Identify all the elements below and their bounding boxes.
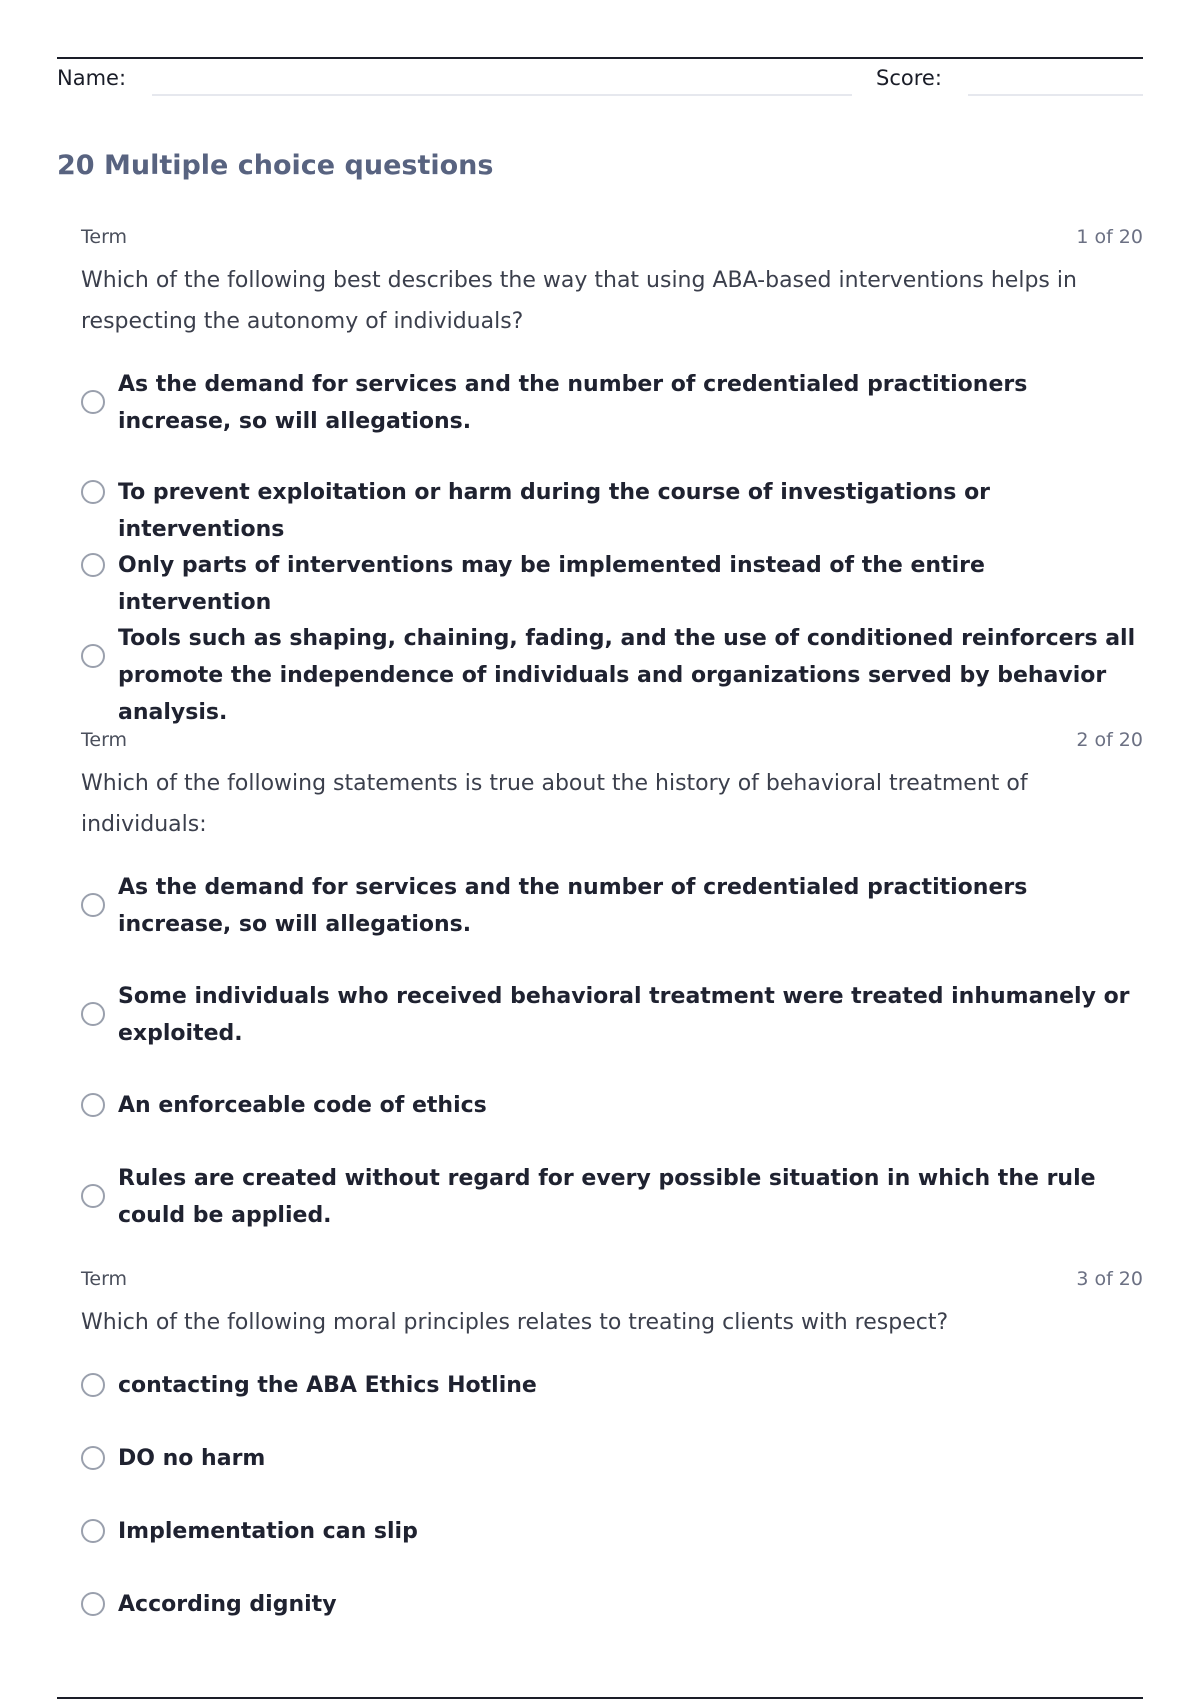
option-text: Implementation can slip	[118, 1519, 418, 1544]
radio-button-icon[interactable]	[81, 1519, 105, 1543]
option-text: contacting the ABA Ethics Hotline	[118, 1373, 537, 1398]
radio-button-icon[interactable]	[81, 1002, 105, 1026]
section-title: 20 Multiple choice questions	[57, 150, 494, 181]
term-label: Term	[81, 729, 128, 751]
question-text: Which of the following moral principles relates to treating clients with respect?	[81, 1310, 949, 1335]
worksheet-page	[57, 0, 1143, 1700]
radio-button-icon[interactable]	[81, 1373, 105, 1397]
radio-button-icon[interactable]	[81, 1592, 105, 1616]
option-text: Rules are created without regard for every possible situation in which the rule could be applied.	[118, 1166, 1096, 1228]
name-label: Name:	[57, 66, 127, 90]
option-text: Tools such as shaping, chaining, fading, and the use of conditioned reinforcers all promote the independence of individuals and organizations served by behavior analysis.	[118, 626, 1136, 725]
radio-button-icon[interactable]	[81, 480, 105, 504]
question-counter: 3 of 20	[1076, 1268, 1143, 1290]
question-text: Which of the following best describes the way that using ABA-based interventions helps in respecting the autonomy of individuals?	[81, 268, 1077, 334]
score-label: Score:	[876, 66, 942, 90]
term-label: Term	[81, 226, 128, 248]
radio-button-icon[interactable]	[81, 553, 105, 577]
radio-button-icon[interactable]	[81, 1093, 105, 1117]
radio-button-icon[interactable]	[81, 1446, 105, 1470]
question-text: Which of the following statements is true about the history of behavioral treatment of individuals:	[81, 771, 1028, 837]
option-text: Some individuals who received behavioral treatment were treated inhumanely or exploited.	[118, 984, 1130, 1046]
question-counter: 2 of 20	[1076, 729, 1143, 751]
top-rule	[57, 57, 1143, 59]
option-text: DO no harm	[118, 1446, 266, 1471]
option-text: To prevent exploitation or harm during the course of investigations or interventions	[118, 480, 991, 542]
question-counter: 1 of 20	[1076, 226, 1143, 248]
radio-button-icon[interactable]	[81, 644, 105, 668]
option-text: According dignity	[118, 1592, 337, 1617]
score-field[interactable]	[968, 94, 1143, 96]
header-row	[57, 62, 1143, 98]
term-label: Term	[81, 1268, 128, 1290]
option-text: As the demand for services and the number of credentialed practitioners increase, so will allegations.	[118, 372, 1028, 434]
option-text: An enforceable code of ethics	[118, 1093, 487, 1118]
bottom-rule	[57, 1697, 1143, 1699]
radio-button-icon[interactable]	[81, 1184, 105, 1208]
option-text: As the demand for services and the number of credentialed practitioners increase, so will allegations.	[118, 875, 1028, 937]
radio-button-icon[interactable]	[81, 390, 105, 414]
option-text: Only parts of interventions may be implemented instead of the entire intervention	[118, 553, 985, 615]
radio-button-icon[interactable]	[81, 893, 105, 917]
name-field[interactable]	[152, 94, 852, 96]
